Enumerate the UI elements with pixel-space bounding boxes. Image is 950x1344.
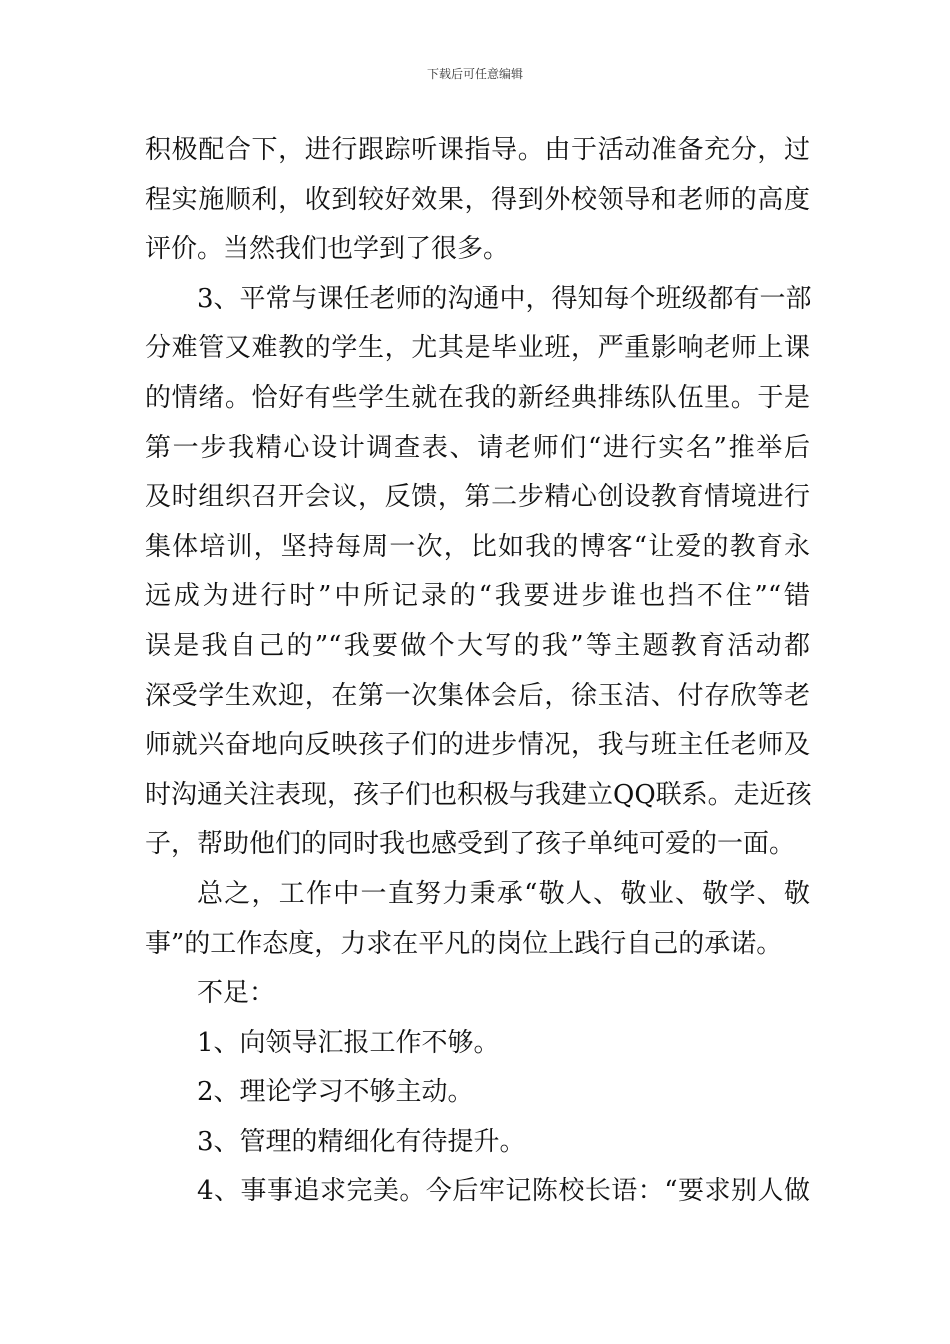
paragraph-line: 分难管又难教的学生，尤其是毕业班，严重影响老师上课: [145, 333, 810, 364]
paragraph-line: 1、向领导汇报工作不够。: [197, 1027, 500, 1058]
paragraph-line: 3、管理的精细化有待提升。: [197, 1126, 526, 1157]
paragraph-line: 不足：: [197, 978, 276, 1009]
paragraph-line: 2、理论学习不够主动。: [197, 1077, 474, 1108]
paragraph-line: 子，帮助他们的同时我也感受到了孩子单纯可爱的一面。: [145, 829, 796, 860]
paragraph-line: 总之，工作中一直努力秉承“敬人、敬业、敬学、敬: [197, 878, 810, 909]
paragraph-line: 远成为进行时”中所记录的“我要进步谁也挡不住”“错: [145, 581, 810, 612]
paragraph-line: 3、平常与课任老师的沟通中，得知每个班级都有一部: [197, 283, 812, 314]
paragraph-line: 程实施顺利，收到较好效果，得到外校领导和老师的高度: [145, 184, 810, 215]
paragraph-line: 评价。当然我们也学到了很多。: [145, 234, 510, 265]
paragraph-line: 第一步我精心设计调查表、请老师们“进行实名”推举后: [145, 432, 810, 463]
paragraph-line: 深受学生欢迎，在第一次集体会后，徐玉洁、付存欣等老: [145, 680, 810, 711]
document-body: [145, 126, 810, 1217]
paragraph-line: 积极配合下，进行跟踪听课指导。由于活动准备充分，过: [145, 135, 810, 165]
paragraph-line: 及时组织召开会议，反馈，第二步精心创设教育情境进行: [145, 482, 810, 513]
paragraph-line: 集体培训，坚持每周一次，比如我的博客“让爱的教育永: [145, 531, 810, 562]
paragraph-line: 事”的工作态度，力求在平凡的岗位上践行自己的承诺。: [145, 928, 783, 959]
paragraph-line: 师就兴奋地向反映孩子们的进步情况，我与班主任老师及: [145, 730, 810, 761]
paragraph-line: 的情绪。恰好有些学生就在我的新经典排练队伍里。于是: [145, 382, 810, 413]
paragraph-line: 时沟通关注表现，孩子们也积极与我建立QQ联系。走近孩: [145, 779, 812, 810]
paragraph-line: 误是我自己的”“我要做个大写的我”等主题教育活动都: [145, 630, 810, 661]
page-header-note: 下载后可任意编辑: [426, 67, 523, 81]
paragraph-line: 4、事事追求完美。今后牢记陈校长语：“要求别人做: [197, 1176, 810, 1207]
